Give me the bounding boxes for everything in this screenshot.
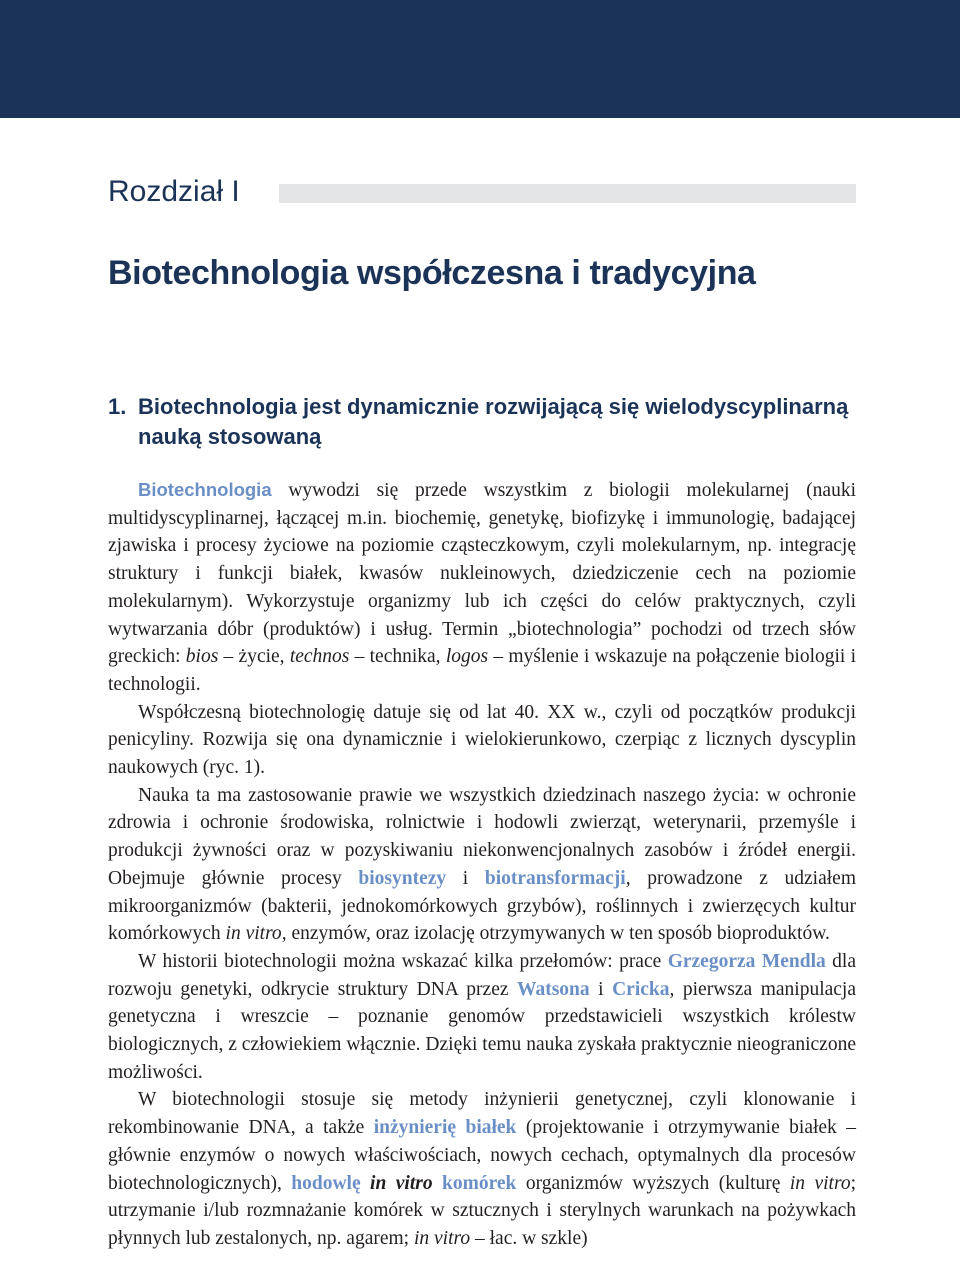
text-run: organizmów wyższych (kulturę xyxy=(516,1172,790,1194)
highlighted-term: biosyntezy xyxy=(358,867,447,889)
paragraph xyxy=(108,476,856,699)
text-run: , enzymów, oraz izolację otrzymywanych w ten sposób bioproduktów. xyxy=(281,923,830,945)
text-run: W historii biotechnologii można wskazać kilka przełomów: prace xyxy=(138,950,668,972)
text-run: dla rozwoju genetyki, odkrycie struktury DNA przez xyxy=(108,950,856,1000)
highlighted-term: in vitro xyxy=(370,1172,433,1194)
paragraph xyxy=(108,782,856,948)
text-run: i xyxy=(446,867,485,889)
highlighted-term: hodowlę xyxy=(291,1172,361,1194)
text-run: – myślenie i wskazuje na połączenie biologii i technologii. xyxy=(108,646,857,695)
chapter-title: Biotechnologia współczesna i tradycyjna xyxy=(108,254,756,292)
highlighted-term: biotransformacji xyxy=(484,867,626,889)
highlighted-term: Biotechnologia xyxy=(138,479,272,500)
highlighted-term: technos xyxy=(289,646,350,668)
highlighted-term: komórek xyxy=(442,1172,517,1194)
highlighted-term: Watsona xyxy=(517,978,590,1000)
section-title: Biotechnologia jest dynamicznie rozwijającą się wielodyscyplinarną nauką stosowaną xyxy=(138,394,849,449)
text-run: W biotechnologii stosuje się metody inżynierii genetycznej, czyli klonowanie i rekombinowanie DNA, a także xyxy=(108,1089,856,1139)
text-run: – życie, xyxy=(218,646,290,668)
text-run xyxy=(361,1173,370,1194)
highlighted-term: inżynierię białek xyxy=(373,1117,517,1139)
section-heading xyxy=(108,392,868,452)
text-run: wywodzi się przede wszystkim z biologii molekularnej (nauki multidyscyplinarnej, łączącej m.in. biochemię, genetykę, biofizykę i immunologię, badającej zjawiska i procesy życiowe na poziomie cząsteczkowym, czyli molekularnym, np. integrację struktury i funkcji białek, kwasów nukleinowych, dziedziczenie cech na poziomie molekularnym). Wykorzystuje organizmy lub ich części do celów praktycznych, czyli wytwarzania dóbr (produktów) i usług. Termin „biotechnologia” pochodzi od trzech słów greckich: xyxy=(108,480,856,668)
text-run: – łac. w szkle) xyxy=(470,1227,588,1249)
body-text xyxy=(108,476,856,1253)
highlighted-term: in vitro xyxy=(225,923,282,945)
highlighted-term: bios xyxy=(185,646,219,668)
text-run: , pierwsza manipulacja genetyczna i wreszcie – poznanie genomów przedstawicieli wszystkich królestw biologicznych, z człowiekiem włącznie. Dzięki temu nauka zyskała praktycznie nieograniczone możliwości. xyxy=(108,978,856,1083)
section-number: 1. xyxy=(108,394,127,419)
text-run: ; utrzymanie i/lub rozmnażanie komórek w sztucznych i sterylnych warunkach na pożywkach płynnych lub zestalonych, np. agarem; xyxy=(108,1172,857,1249)
text-run: – technika, xyxy=(349,646,446,668)
text-run: (projektowanie i otrzymywanie białek – głównie enzymów o nowych właściwościach, nowych cechach, optymalnych dla procesów biotechnologicznych), xyxy=(108,1117,856,1194)
paragraph xyxy=(108,699,856,782)
header-band xyxy=(0,0,960,118)
highlighted-term: Cricka xyxy=(612,978,670,1000)
highlighted-term: Grzegorza Mendla xyxy=(667,950,826,972)
text-run: Nauka ta ma zastosowanie prawie we wszystkich dziedzinach naszego życia: w ochronie zdrowia i ochronie środowiska, rolnictwie i hodowli zwierząt, weterynarii, przemyśle i produkcji żywności oraz w pozyskiwaniu niekonwencjonalnych zasobów i źródeł energii. Obejmuje głównie procesy xyxy=(108,784,856,889)
highlighted-term: in vitro xyxy=(789,1172,851,1194)
text-run: , prowadzone z udziałem mikroorganizmów (bakterii, jednokomórkowych grzybów), roślinnych i zwierzęcych kultur komórkowych xyxy=(108,867,856,945)
paragraph xyxy=(108,948,856,1087)
chapter-header xyxy=(108,172,856,212)
highlighted-term: logos xyxy=(445,646,489,668)
text-run: Współczesną biotechnologię datuje się od lat 40. XX w., czyli od początków produkcji penicyliny. Rozwija się ona dynamicznie i wielokierunkowo, czerpiąc z licznych dyscyplin naukowych (ryc. 1). xyxy=(108,701,856,779)
highlighted-term: in vitro xyxy=(413,1227,471,1249)
chapter-label: Rozdział I xyxy=(108,175,240,208)
text-run xyxy=(433,1173,442,1194)
paragraph xyxy=(108,1086,856,1252)
chapter-rule xyxy=(279,184,856,203)
text-run: i xyxy=(589,978,613,1000)
